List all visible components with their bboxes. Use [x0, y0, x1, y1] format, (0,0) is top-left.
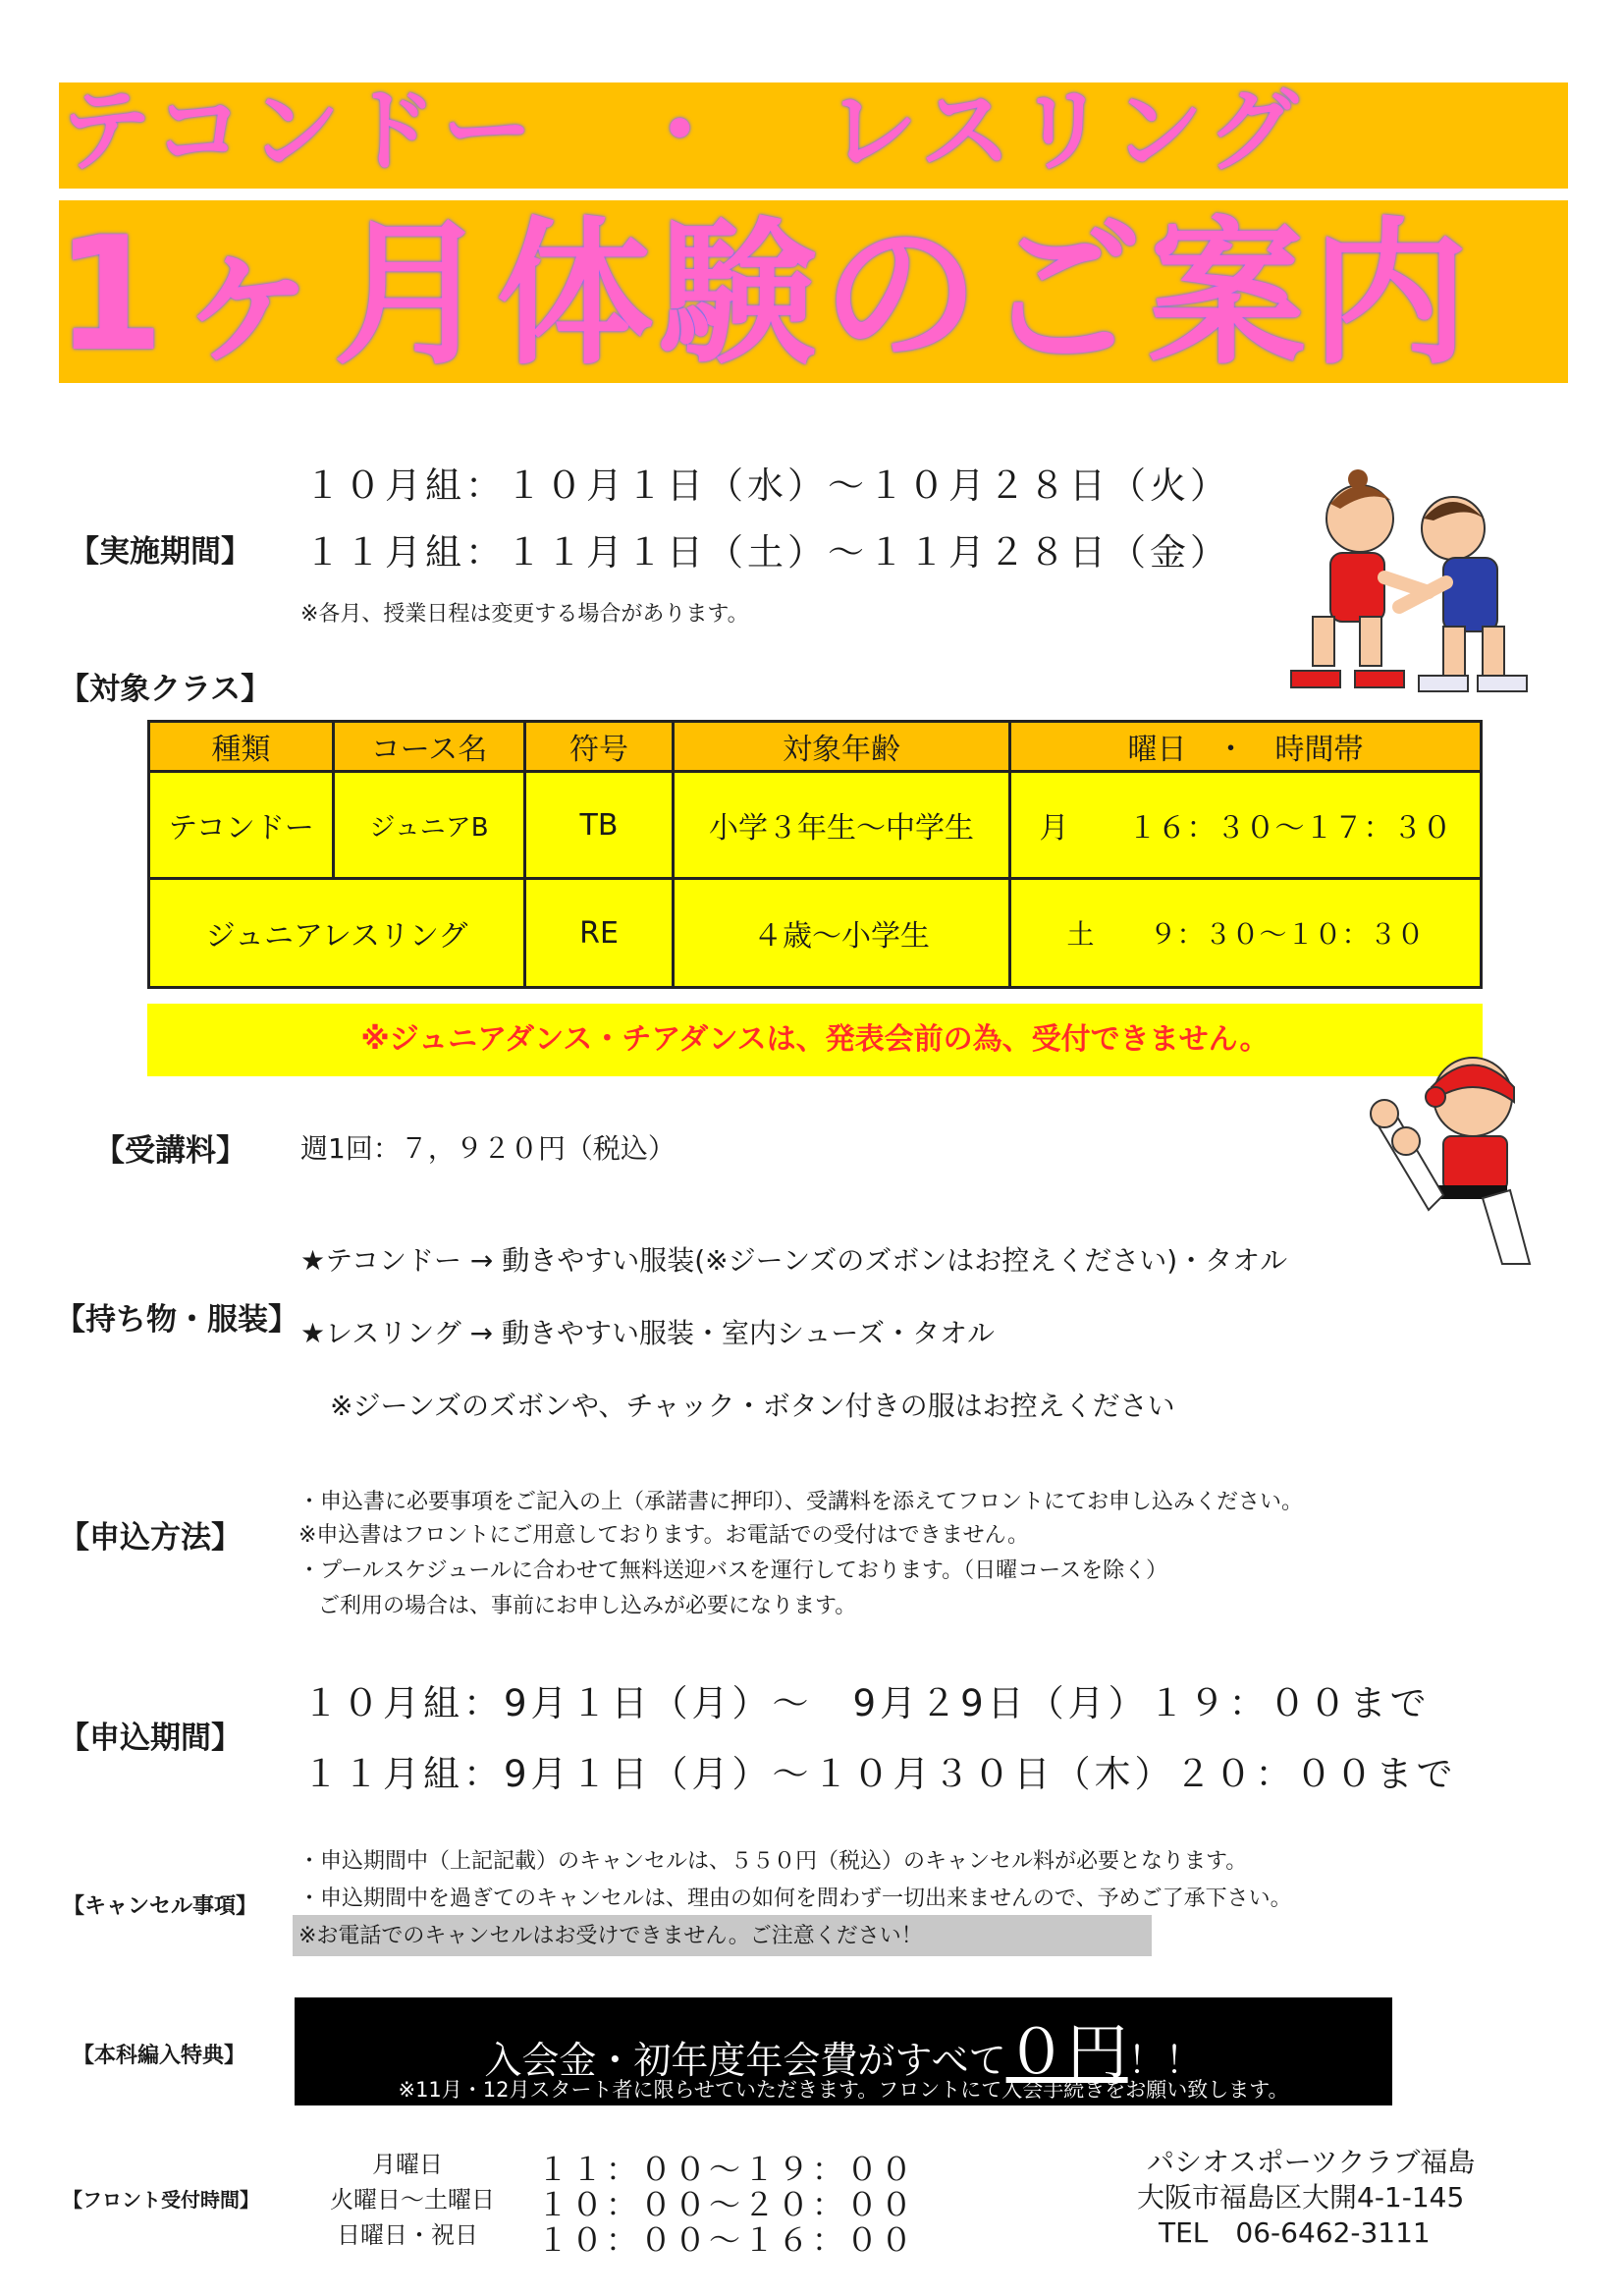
row1-course: ジュニアB: [334, 772, 525, 879]
apply-line4: ご利用の場合は、事前にお申し込みが必要になります。: [318, 1594, 857, 1618]
title-line-2: 1ヶ月体験のご案内: [55, 202, 1475, 386]
classes-label: 【対象クラス】: [59, 672, 272, 707]
period-nov: １１月組：１１月１日（土）～１１月２８日（金）: [304, 531, 1230, 574]
row2-age: ４歳～小学生: [674, 879, 1010, 988]
privilege-main-a: 入会金・初年度年会費がすべて: [484, 2039, 1006, 2082]
apply-line3: ・プールスケジュールに合わせて無料送迎バスを運行しております。（日曜コースを除く）: [298, 1558, 1168, 1583]
front-day-mon: 月曜日: [372, 2151, 443, 2178]
front-hours-tue-sat: １０：００～２０：００: [537, 2186, 916, 2223]
classes-notice: ※ジュニアダンス・チアダンスは、発表会前の為、受付できません。: [147, 1004, 1483, 1076]
privilege-box: [295, 1997, 1392, 2105]
cancel-line2: ・申込期間中を過ぎてのキャンセルは、理由の如何を問わず一切出来ませんので、予めご了承下さい。: [298, 1886, 1292, 1911]
table-row: [149, 879, 1482, 988]
period-oct: １０月組：１０月１日（水）～１０月２８日（火）: [304, 465, 1230, 507]
apply-period-label: 【申込期間】: [59, 1721, 242, 1756]
privilege-label: 【本科編入特典】: [73, 2044, 246, 2068]
fee-text: 週1回：７，９２０円（税込）: [300, 1132, 676, 1165]
taekwondo-illustration: [1335, 1043, 1561, 1269]
table-header-row: [149, 722, 1482, 772]
front-day-sun: 日曜日・祝日: [337, 2221, 478, 2249]
row1-age: 小学３年生～中学生: [674, 772, 1010, 879]
front-hours-sun: １０：００～１６：００: [537, 2221, 916, 2259]
apply-line2: ※申込書はフロントにご用意しております。お電話での受付はできません。: [298, 1523, 1029, 1548]
items-label: 【持ち物・服装】: [55, 1302, 298, 1338]
row1-code: TB: [525, 772, 674, 879]
privilege-main-b: ０円: [1005, 2016, 1128, 2088]
front-label: 【フロント受付時間】: [63, 2188, 259, 2212]
table-row: [149, 772, 1482, 879]
front-hours-mon: １１：００～１９：００: [537, 2151, 916, 2188]
items-wrestling: ★レスリング → 動きやすい服装・室内シューズ・タオル: [300, 1317, 996, 1349]
apply-line1: ・申込書に必要事項をご記入の上（承諾書に押印）、受講料を添えてフロントにてお申し込みください。: [298, 1490, 1304, 1514]
row1-type: テコンドー: [149, 772, 334, 879]
classes-table: [147, 720, 1483, 989]
items-tkd: ★テコンドー → 動きやすい服装(※ジーンズのズボンはお控えください)・タオル: [300, 1244, 1288, 1277]
row1-schedule: 月 １６：３０～１７：３０: [1010, 772, 1482, 879]
table-header-type: 種類: [149, 722, 334, 772]
row2-code: RE: [525, 879, 674, 988]
cancel-line3: ※お電話でのキャンセルはお受けできません。ご注意ください！: [298, 1924, 923, 1948]
table-header-course: コース名: [334, 722, 525, 772]
club-address: 大阪市福島区大開4-1-145: [1137, 2181, 1465, 2214]
apply-period-nov: １１月組：9月１日（月）～１０月３０日（木）２０：００まで: [302, 1753, 1457, 1795]
table-header-code: 符号: [525, 722, 674, 772]
apply-period-oct: １０月組：9月１日（月）～ 9月２9日（月）１９：００まで: [302, 1682, 1431, 1724]
club-name: パシオスポーツクラブ福島: [1147, 2146, 1476, 2178]
wrestlers-illustration: [1271, 460, 1556, 705]
front-day-tue-sat: 火曜日～土曜日: [330, 2186, 495, 2214]
row2-course: ジュニアレスリング: [149, 879, 525, 988]
club-tel: TEL 06-6462-3111: [1159, 2216, 1431, 2249]
table-header-age: 対象年齢: [674, 722, 1010, 772]
privilege-main-c: ！！: [1127, 2039, 1203, 2082]
fee-label: 【受講料】: [94, 1133, 246, 1169]
title-line-1: テコンドー ・ レスリング: [61, 79, 1304, 184]
apply-label: 【申込方法】: [59, 1520, 242, 1556]
period-label: 【実施期間】: [69, 534, 251, 570]
period-note: ※各月、授業日程は変更する場合があります。: [300, 602, 749, 627]
row2-schedule: 土 ９：３０～１０：３０: [1010, 879, 1482, 988]
privilege-note: ※11月・12月スタート者に限らせていただきます。フロントにて入会手続きをお願い致します。: [398, 2078, 1289, 2102]
cancel-line1: ・申込期間中（上記記載）のキャンセルは、５５０円（税込）のキャンセル料が必要となります。: [298, 1849, 1248, 1874]
table-header-schedule: 曜日 ・ 時間帯: [1010, 722, 1482, 772]
cancel-label: 【キャンセル事項】: [63, 1894, 258, 1919]
items-note: ※ジーンズのズボンや、チャック・ボタン付きの服はお控えください: [330, 1390, 1175, 1422]
